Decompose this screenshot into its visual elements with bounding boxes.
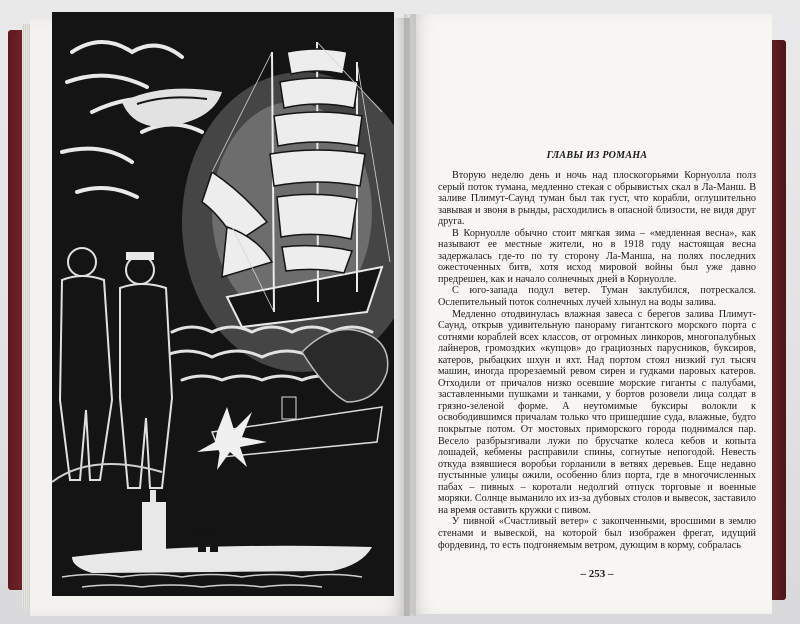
paragraph-4: Медленно отодвинулась влажная завеса с берегов залива Плимут-Саунд, открыв удивительную панораму гигантского морского порта с сотнями кораблей всех классов, от огромных линкоров, многопалубных лайнеров, громоздких «купцов» до грациозных парусников, буксиров, катеров, рыбацких шхун и яхт. Над портом стоял низкий гул тысяч машин, иногда прорезаемый ревом сирен и гудками паровых катеров. Отходили от причалов низко осевшие морские гиганты с палубами, заставленными пушками и танками, у бортов розовели лица солдат в грязно-зеленой форме. А неутомимые буксиры волокли к освободившимся причалам только что пришедшие суда, влажные, будто покрытые потом. От мостовых приморского города поднимался пар. Весело разбрызгивали лужи по брусчатке колеса кебов и копыта лошадей, кебмены расправили спины, согнутые непогодой. Невесть откуда взявшиеся воробьи горланили в ветвях деревьев. Еще недавно пустынные улицы ожили, особенно близ порта, где в многочисленных пабах – пивных – коротали недолгий отпуск торговые и военные моряки. Солнце выманило их из-за дубовых столов и вывесок, заставило на время оставить кружки с пивом. [438,308,756,516]
page-number: – 253 – [580,568,614,580]
woodcut-illustration [52,12,394,596]
paragraph-3: С юго-запада подул ветер. Туман заклубился, потрескался. Ослепительный поток солнечных лучей хлынул на воды залива. [438,285,756,309]
paragraph-2: В Корнуолле обычно стоит мягкая зима – «медленная весна», как называют ее местные жители, но в 1918 году настоящая весна задержалась где-то по ту сторону Ла-Манша, на полях последних ожесточенных битв, хотя исход мировой войны был уже давно предрешен, как и начало солнечных дней в Корнуолле. [438,227,756,285]
paragraph-5: У пивной «Счастливый ветер» с закопченными, вросшими в землю стенами и вывеской, на которой был изображен фрегат, идущий фордевинд, то есть подгоняемым ветром, дующим в корму, собралась [438,516,756,551]
paragraph-1: Вторую неделю день и ночь над плоскогорьями Корнуолла полз серый поток тумана, медленно стекая с обрывистых скал в Ла-Манш. В заливе Плимут-Саунд туман был так густ, что корабли, оглушительно завывая и звоня в рынды, расходились в опасной близости, не видя друг друга. [438,170,756,228]
text-column [438,150,756,580]
book-gutter [404,14,416,616]
chapter-title: ГЛАВЫ ИЗ РОМАНА [546,150,648,161]
